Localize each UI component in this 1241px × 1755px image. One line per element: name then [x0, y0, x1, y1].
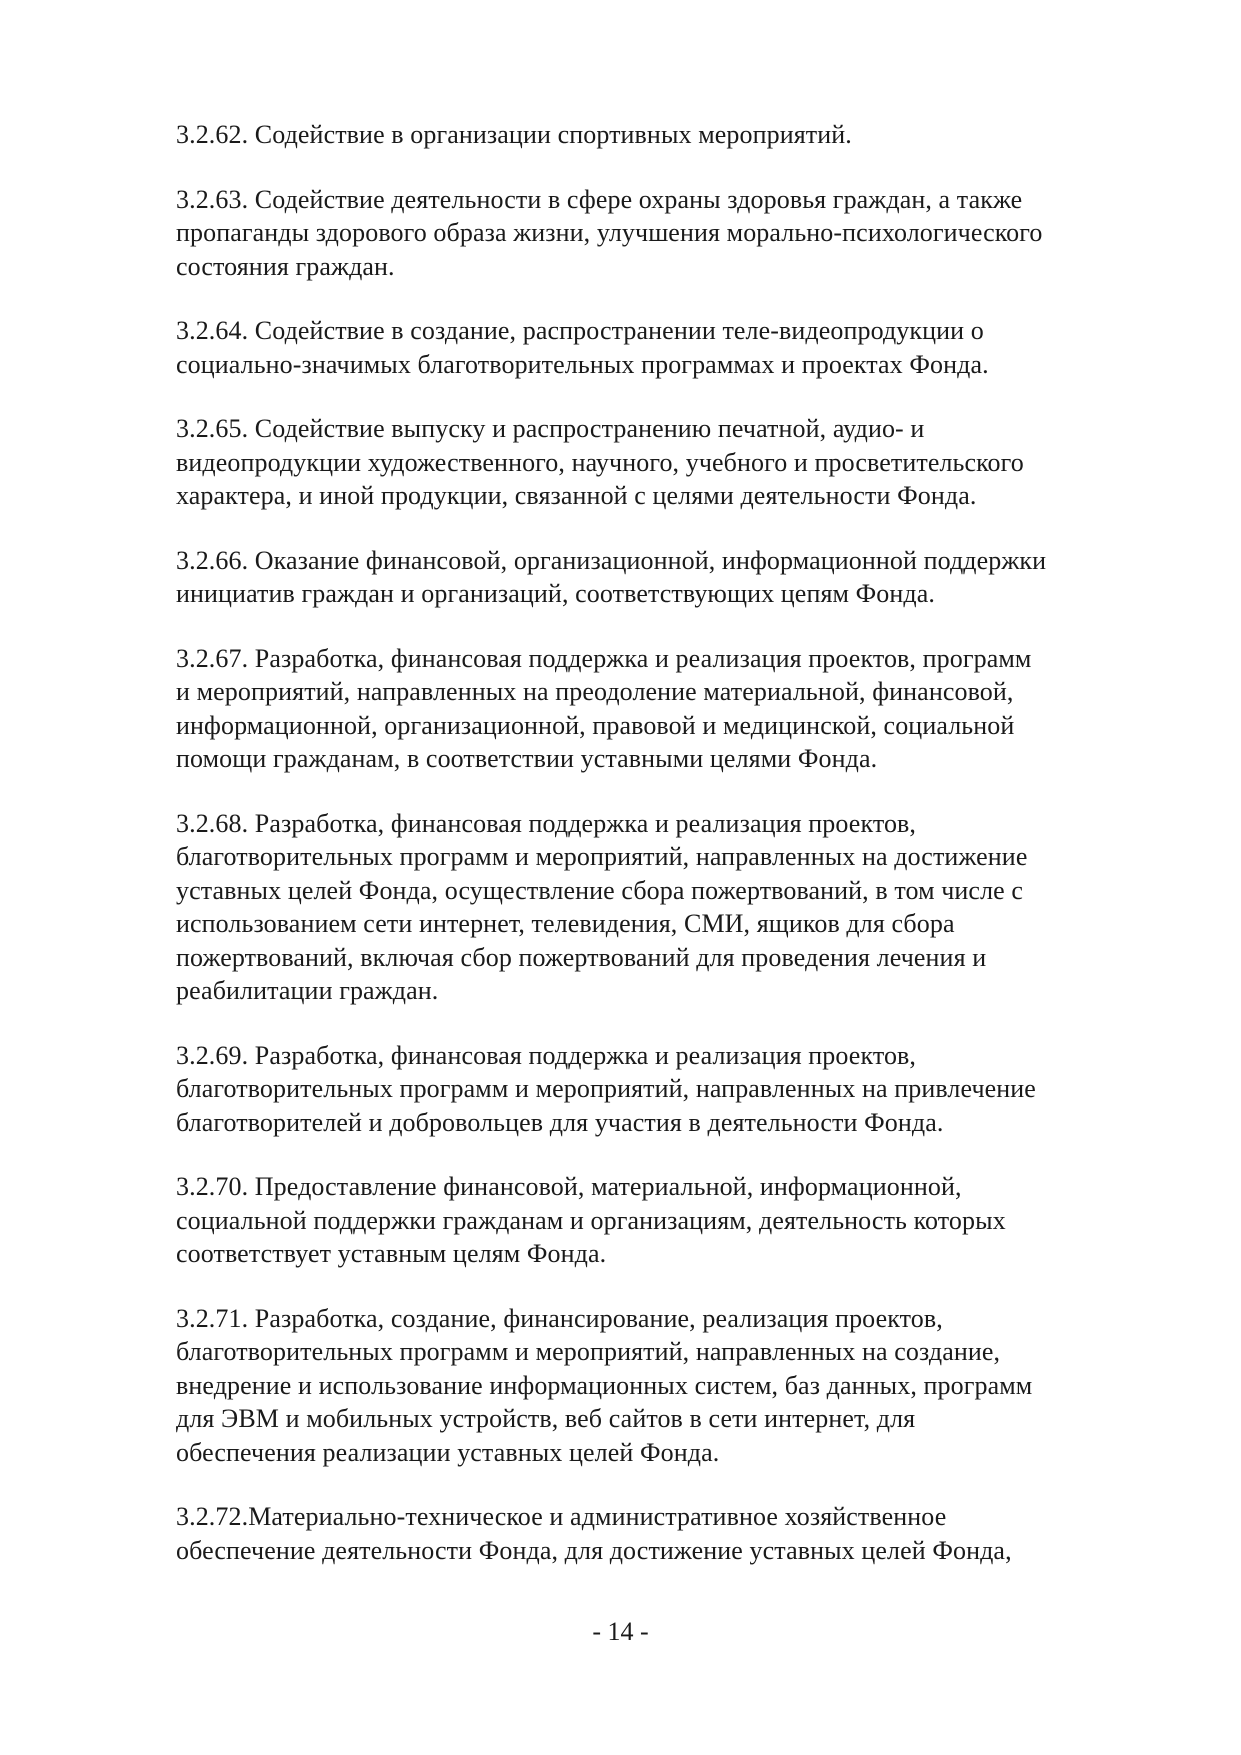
clause-line: обеспечения реализации уставных целей Фонда.	[176, 1437, 720, 1467]
clause-line: пропаганды здорового образа жизни, улучшения морально-психологического	[176, 218, 1043, 247]
clause-paragraph	[176, 314, 1176, 381]
clause-line: 3.2.67. Разработка, финансовая поддержка и реализация проектов, программ	[176, 643, 1032, 673]
clause-paragraph	[176, 1500, 1176, 1567]
clause-line: внедрение и использование информационных систем, баз данных, программ	[176, 1370, 1033, 1400]
clause-line: соответствует уставным целям Фонда.	[176, 1239, 607, 1268]
clause-line: 3.2.63. Содействие деятельности в сфере охраны здоровья граждан, а также	[176, 184, 1023, 214]
clause-line: видеопродукции художественного, научного, учебного и просветительского	[176, 447, 1024, 477]
clause-line: 3.2.65. Содействие выпуску и распространению печатной, аудио- и	[176, 414, 925, 443]
clause-line: состояния граждан.	[176, 251, 395, 281]
clause-line: 3.2.69. Разработка, финансовая поддержка и реализация проектов,	[176, 1040, 917, 1070]
clause-line: 3.2.71. Разработка, создание, финансирование, реализация проектов,	[176, 1303, 943, 1333]
clause-line: благотворительных программ и мероприятий, направленных на привлечение	[176, 1074, 1036, 1103]
clause-paragraph	[176, 807, 1176, 1008]
clause-line: 3.2.64. Содействие в создание, распространении теле-видеопродукции о	[176, 316, 984, 345]
clause-line: обеспечение деятельности Фонда, для достижение уставных целей Фонда,	[176, 1535, 1012, 1565]
clause-line: благотворителей и добровольцев для участия в деятельности Фонда.	[176, 1107, 944, 1137]
clause-paragraph	[176, 118, 1176, 152]
clause-line: и мероприятий, направленных на преодоление материальной, финансовой,	[176, 677, 1014, 706]
document-body	[176, 118, 1176, 1598]
clause-line: 3.2.62. Содействие в организации спортивных мероприятий.	[176, 120, 852, 149]
clause-line: для ЭВМ и мобильных устройств, веб сайтов в сети интернет, для	[176, 1404, 916, 1433]
clause-line: благотворительных программ и мероприятий, направленных на создание,	[176, 1337, 1001, 1366]
clause-paragraph	[176, 1302, 1176, 1470]
clause-line: 3.2.66. Оказание финансовой, организационной, информационной поддержки	[176, 545, 1047, 575]
clause-line: 3.2.70. Предоставление финансовой, материальной, информационной,	[176, 1172, 962, 1201]
clause-paragraph	[176, 1039, 1176, 1140]
clause-line: помощи гражданам, в соответствии уставными целями Фонда.	[176, 744, 878, 773]
clause-paragraph	[176, 1170, 1176, 1271]
clause-line: 3.2.68. Разработка, финансовая поддержка и реализация проектов,	[176, 808, 917, 838]
clause-line: благотворительных программ и мероприятий, направленных на достижение	[176, 842, 1028, 871]
clause-line: информационной, организационной, правовой и медицинской, социальной	[176, 710, 1015, 740]
clause-paragraph	[176, 183, 1176, 284]
clause-line: социальной поддержки гражданам и организациям, деятельность которых	[176, 1205, 1006, 1235]
clause-line: уставных целей Фонда, осуществление сбора пожертвований, в том числе с	[176, 875, 1024, 905]
clause-line: социально-значимых благотворительных программах и проектах Фонда.	[176, 349, 989, 379]
clause-line: 3.2.72.Материально-техническое и административное хозяйственное	[176, 1502, 947, 1531]
clause-paragraph	[176, 412, 1176, 513]
page-number: - 14 -	[592, 1617, 649, 1646]
clause-line: реабилитации граждан.	[176, 976, 439, 1005]
clause-line: характера, и иной продукции, связанной с целями деятельности Фонда.	[176, 481, 977, 510]
clause-line: использованием сети интернет, телевидения, СМИ, ящиков для сбора	[176, 909, 955, 938]
clause-line: пожертвований, включая сбор пожертвований для проведения лечения и	[176, 942, 987, 972]
clause-line: инициатив граждан и организаций, соответствующих цепям Фонда.	[176, 579, 935, 608]
clause-paragraph	[176, 642, 1176, 776]
clause-paragraph	[176, 544, 1176, 611]
